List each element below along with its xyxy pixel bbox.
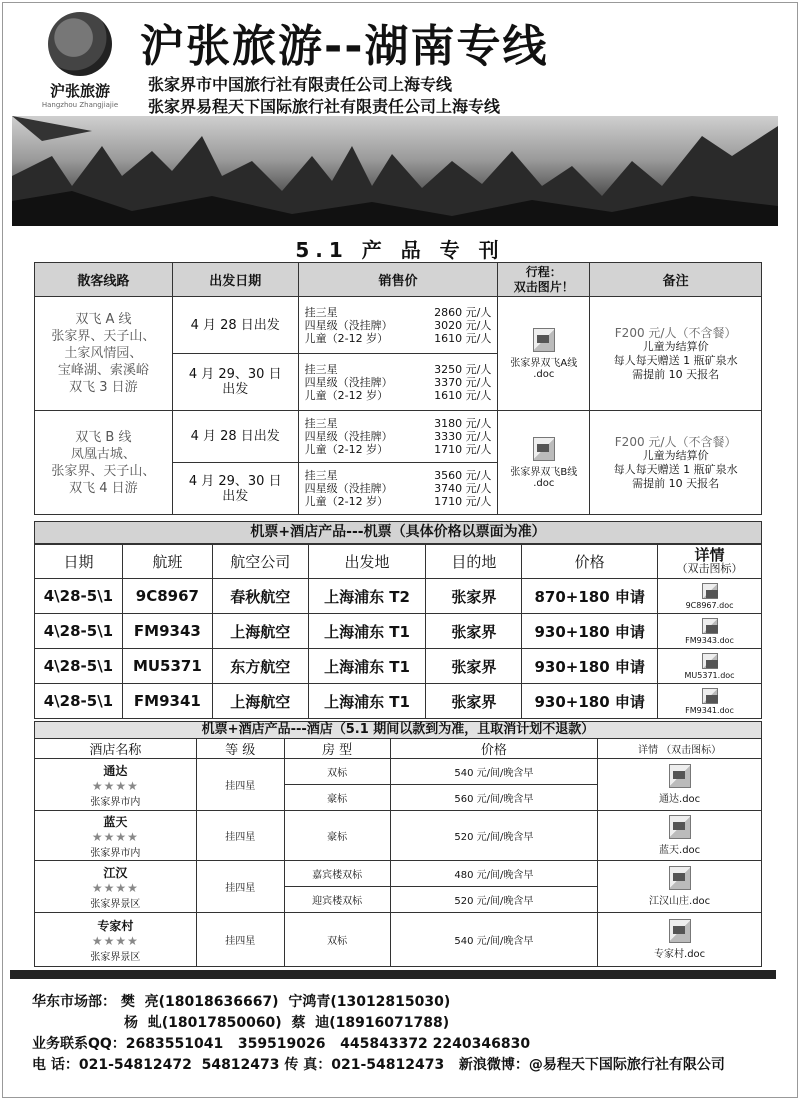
doc-file-icon[interactable] (702, 688, 718, 704)
route-a: 双飞 A 线 张家界、天子山、 土家风情园、 宝峰湖、索溪峪 双飞 3 日游 (35, 297, 173, 411)
header-room-type: 房 型 (284, 739, 390, 759)
logo-text: 沪张旅游 (49, 82, 110, 100)
room-type: 迎宾楼双标 (284, 887, 390, 913)
flights-section-bar: 机票+酒店产品---机票（具体价格以票面为准） (34, 521, 762, 544)
flight-airline: 上海航空 (212, 614, 308, 649)
hotel-info (35, 861, 197, 913)
header-origin: 出发地 (308, 545, 426, 579)
hotel-grade: 挂四星 (196, 811, 284, 861)
details-hint: （双击图标） (676, 561, 743, 575)
flight-price: 930+180 申请 (522, 614, 658, 649)
doc-label: 9C8967.doc (685, 600, 734, 610)
details-label: 详情 (694, 545, 725, 564)
hotel-location: 张家界景区 (90, 951, 141, 963)
itinerary-doc-a[interactable] (498, 297, 590, 411)
hotel-doc[interactable] (598, 861, 762, 913)
note-line: 每人每天赠送 1 瓶矿泉水 (613, 462, 738, 476)
table-row (35, 649, 762, 684)
flight-number: MU5371 (122, 649, 212, 684)
table-row (35, 684, 762, 719)
doc-label: 蓝天.doc (659, 845, 701, 856)
flight-destination: 张家界 (426, 614, 522, 649)
company-logo (40, 12, 120, 112)
flight-doc[interactable] (658, 614, 762, 649)
table-row (35, 861, 762, 887)
flight-doc[interactable] (658, 579, 762, 614)
header-grade: 等 级 (196, 739, 284, 759)
price-value: 2860 元/人 (434, 305, 492, 319)
flight-number: FM9343 (122, 614, 212, 649)
date-cell: 4 月 28 日出发 (172, 297, 298, 354)
hotels-section-bar: 机票+酒店产品---酒店（5.1 期间以款到为准，且取消计划不退款） (34, 721, 762, 739)
note-price: F200 元/人（不含餐） (614, 325, 737, 340)
flight-airline: 东方航空 (212, 649, 308, 684)
header-price: 价格 (522, 545, 658, 579)
price-label: 四星级（没挂牌） (304, 318, 393, 332)
price-label: 儿童（2-12 岁） (304, 388, 389, 402)
doc-label: 专家村.doc (654, 949, 706, 960)
notes-b (590, 411, 762, 515)
table-row (35, 297, 762, 354)
price-value: 3020 元/人 (434, 318, 492, 332)
header-date: 出发日期 (172, 263, 298, 297)
price-cell (298, 297, 498, 354)
flight-origin: 上海浦东 T1 (308, 684, 426, 719)
price-label: 四星级（没挂牌） (304, 430, 393, 443)
doc-label: 张家界双飞A线 .doc (510, 357, 578, 380)
notes-a (590, 297, 762, 411)
tour-header-row (35, 263, 762, 297)
flight-origin: 上海浦东 T1 (308, 649, 426, 684)
doc-file-icon[interactable] (669, 866, 691, 890)
flight-price: 870+180 申请 (522, 579, 658, 614)
flight-airline: 上海航空 (212, 684, 308, 719)
doc-file-icon[interactable] (669, 815, 691, 839)
room-type: 豪标 (284, 811, 390, 861)
hotel-location: 张家界市内 (90, 847, 141, 859)
itinerary-doc-b[interactable] (498, 411, 590, 515)
hotel-grade: 挂四星 (196, 759, 284, 811)
hotel-name: 江汉 (103, 865, 128, 880)
logo-mark-icon (48, 12, 112, 76)
note-line: 需提前 10 天报名 (632, 367, 720, 381)
doc-label: FM9343.doc (685, 635, 734, 645)
header-date: 日期 (35, 545, 123, 579)
flights-header-row (35, 545, 762, 579)
room-type: 双标 (284, 913, 390, 967)
price-value: 3330 元/人 (434, 430, 492, 443)
flight-destination: 张家界 (426, 649, 522, 684)
flight-origin: 上海浦东 T2 (308, 579, 426, 614)
price-label: 儿童（2-12 岁） (304, 495, 389, 508)
flight-date: 4\28-5\1 (35, 684, 123, 719)
doc-file-icon[interactable] (533, 328, 555, 352)
note-price: F200 元/人（不含餐） (614, 434, 737, 449)
phone-line: 电 话：021-54812472 54812473 传 真：021-54812473 新浪微博：@易程天下国际旅行社有限公司 (32, 1057, 725, 1073)
flight-airline: 春秋航空 (212, 579, 308, 614)
room-price: 520 元/间/晚含早 (390, 811, 598, 861)
table-row (35, 811, 762, 861)
flight-doc[interactable] (658, 684, 762, 719)
tour-table (34, 262, 762, 515)
note-line: 儿童为结算价 (642, 339, 709, 353)
price-value: 3180 元/人 (434, 417, 492, 430)
star-rating-icon: ★★★★ (91, 778, 139, 793)
star-rating-icon: ★★★★ (91, 933, 139, 948)
header-hotel-name: 酒店名称 (35, 739, 197, 759)
price-label: 挂三星 (304, 469, 338, 482)
price-cell (298, 463, 498, 515)
date-cell: 4 月 29、30 日 出发 (172, 463, 298, 515)
price-value: 1610 元/人 (434, 331, 492, 345)
mountain-banner-image (12, 116, 778, 226)
price-label: 儿童（2-12 岁） (304, 443, 389, 456)
contact-footer (32, 992, 725, 1076)
price-value: 3560 元/人 (434, 469, 492, 482)
doc-file-icon[interactable] (702, 653, 718, 669)
room-type: 双标 (284, 759, 390, 785)
header-notes: 备注 (590, 263, 762, 297)
flight-number: FM9341 (122, 684, 212, 719)
price-label: 挂三星 (304, 417, 338, 430)
doc-file-icon[interactable] (702, 583, 718, 599)
table-row (35, 614, 762, 649)
hotel-grade: 挂四星 (196, 861, 284, 913)
doc-file-icon[interactable] (533, 437, 555, 461)
date-cell: 4 月 29、30 日 出发 (172, 354, 298, 411)
doc-label: FM9341.doc (685, 705, 734, 715)
company-line-1: 张家界市中国旅行社有限责任公司上海专线 (148, 75, 453, 94)
room-price: 540 元/间/晚含早 (390, 913, 598, 967)
hotels-table (34, 738, 762, 967)
price-label: 挂三星 (304, 305, 338, 319)
header-price: 销售价 (298, 263, 498, 297)
hotel-info (35, 759, 197, 811)
price-cell (298, 411, 498, 463)
flight-price: 930+180 申请 (522, 684, 658, 719)
note-line: 儿童为结算价 (642, 448, 709, 462)
flight-destination: 张家界 (426, 684, 522, 719)
room-price: 540 元/间/晚含早 (390, 759, 598, 785)
price-label: 挂三星 (304, 362, 338, 376)
header-itinerary: 行程： 双击图片！ (498, 263, 590, 297)
page-title: 沪张旅游--湖南专线 (140, 21, 549, 72)
hotel-grade: 挂四星 (196, 913, 284, 967)
hotel-doc[interactable] (598, 759, 762, 811)
doc-label: 通达.doc (659, 794, 701, 805)
price-label: 儿童（2-12 岁） (304, 331, 389, 345)
flight-doc[interactable] (658, 649, 762, 684)
doc-label: 江汉山庄.doc (649, 896, 711, 907)
price-label: 四星级（没挂牌） (304, 482, 393, 495)
divider (10, 970, 776, 979)
price-value: 1710 元/人 (434, 495, 492, 508)
hotel-info (35, 913, 197, 967)
price-value: 3370 元/人 (434, 375, 492, 389)
doc-file-icon[interactable] (669, 919, 691, 943)
doc-file-icon[interactable] (702, 618, 718, 634)
flight-destination: 张家界 (426, 579, 522, 614)
hotel-info (35, 811, 197, 861)
star-rating-icon: ★★★★ (91, 829, 139, 844)
hotel-name: 专家村 (97, 918, 134, 933)
doc-label: 张家界双飞B线 .doc (510, 466, 578, 489)
date-cell: 4 月 28 日出发 (172, 411, 298, 463)
route-b: 双飞 B 线 凤凰古城、 张家界、天子山、 双飞 4 日游 (35, 411, 173, 515)
price-value: 1610 元/人 (434, 388, 492, 402)
flight-date: 4\28-5\1 (35, 614, 123, 649)
note-line: 需提前 10 天报名 (632, 476, 720, 490)
flight-date: 4\28-5\1 (35, 649, 123, 684)
header-airline: 航空公司 (212, 545, 308, 579)
table-row (35, 759, 762, 785)
table-row (35, 913, 762, 967)
contact-line: 杨 虬(18017850060) 蔡 迪(18916071788) (124, 1015, 450, 1031)
doc-file-icon[interactable] (669, 764, 691, 788)
star-rating-icon: ★★★★ (91, 880, 139, 895)
qq-line: 业务联系QQ：2683551041 359519026 445843372 2240346830 (32, 1036, 531, 1052)
price-cell (298, 354, 498, 411)
hotel-doc[interactable] (598, 913, 762, 967)
price-value: 1710 元/人 (434, 443, 492, 456)
room-price: 480 元/间/晚含早 (390, 861, 598, 887)
note-line: 每人每天赠送 1 瓶矿泉水 (613, 353, 738, 367)
header-flight: 航班 (122, 545, 212, 579)
flight-number: 9C8967 (122, 579, 212, 614)
hotel-location: 张家界市内 (90, 796, 141, 808)
header-details: 详情 （双击图标） (598, 739, 762, 759)
company-line-2: 张家界易程天下国际旅行社有限责任公司上海专线 (148, 97, 501, 116)
section-title: 5.1 产 品 专 刊 (295, 238, 505, 262)
header-details (658, 545, 762, 579)
contact-line: 华东市场部： 樊 亮(18018636667) 宁鸿青(13012815030) (32, 994, 451, 1010)
table-row (35, 411, 762, 463)
header-route: 散客线路 (35, 263, 173, 297)
hotel-location: 张家界景区 (90, 898, 141, 910)
hotel-doc[interactable] (598, 811, 762, 861)
hotel-name: 蓝天 (103, 814, 128, 829)
price-value: 3250 元/人 (434, 362, 492, 376)
flights-table (34, 544, 762, 719)
hotel-name: 通达 (103, 763, 128, 778)
room-type: 豪标 (284, 785, 390, 811)
flight-price: 930+180 申请 (522, 649, 658, 684)
table-row (35, 579, 762, 614)
header-destination: 目的地 (426, 545, 522, 579)
flight-origin: 上海浦东 T1 (308, 614, 426, 649)
room-price: 560 元/间/晚含早 (390, 785, 598, 811)
flight-date: 4\28-5\1 (35, 579, 123, 614)
price-label: 四星级（没挂牌） (304, 375, 393, 389)
doc-label: MU5371.doc (684, 670, 735, 680)
header-price: 价格 (390, 739, 598, 759)
room-price: 520 元/间/晚含早 (390, 887, 598, 913)
logo-subtext: Hangzhou Zhangjiajie (41, 101, 119, 109)
price-value: 3740 元/人 (434, 482, 492, 495)
hotels-header-row (35, 739, 762, 759)
room-type: 嘉宾楼双标 (284, 861, 390, 887)
